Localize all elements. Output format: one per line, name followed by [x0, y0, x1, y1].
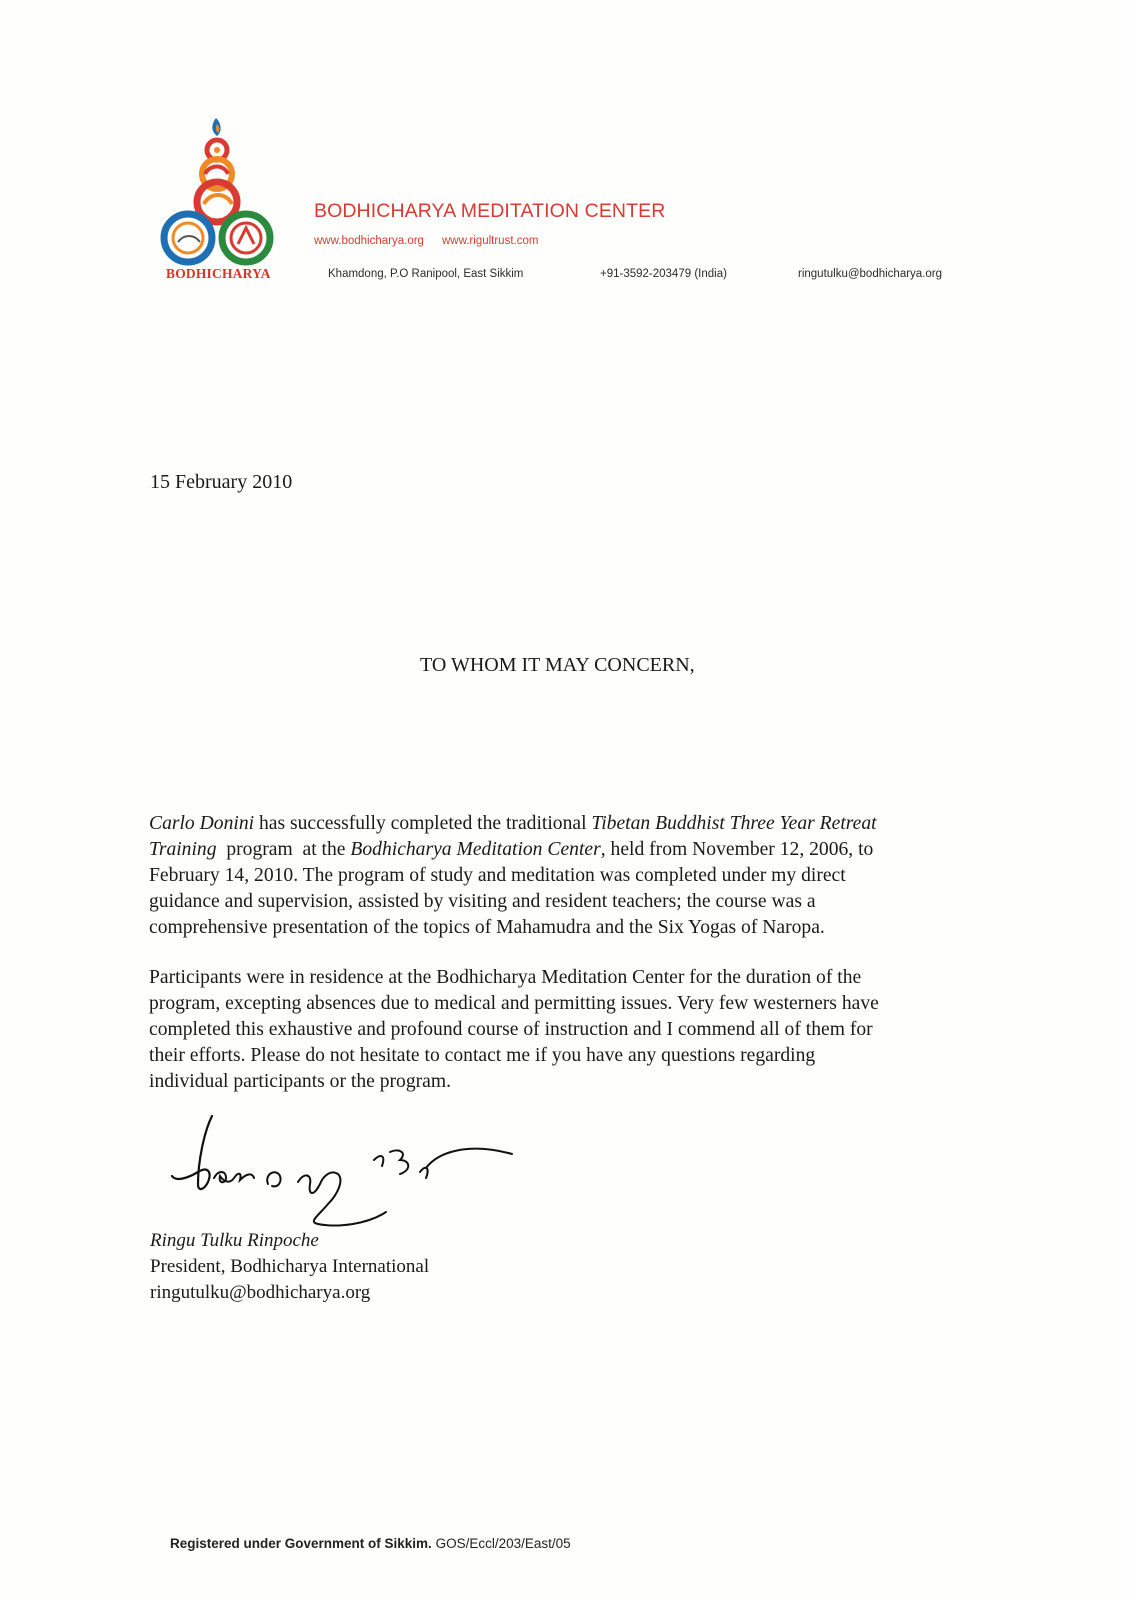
paragraph-line: their efforts. Please do not hesitate to contact me if you have any questions regarding	[149, 1045, 816, 1066]
registration-number: GOS/Eccl/203/East/05	[435, 1536, 571, 1551]
program-name-cont: Training	[149, 839, 217, 860]
paragraph-completion	[149, 811, 1009, 941]
signatory-email[interactable]: ringutulku@bodhicharya.org	[150, 1282, 371, 1303]
signatory-title: President, Bodhicharya International	[150, 1256, 430, 1277]
program-name: Tibetan Buddhist Three Year Retreat	[591, 813, 877, 834]
participant-name: Carlo Donini	[149, 813, 255, 834]
paragraph-line: program, excepting absences due to medical and permitting issues. Very few westerners have	[149, 993, 879, 1014]
bodhicharya-logo	[160, 112, 290, 287]
org-address: Khamdong, P.O Ranipool, East Sikkim	[328, 268, 524, 280]
paragraph-residence	[149, 965, 1009, 1095]
paragraph-line: Participants were in residence at the Bodhicharya Meditation Center for the duration of the	[149, 967, 862, 988]
center-name: Bodhicharya Meditation Center	[350, 839, 601, 860]
letter-date: 15 February 2010	[150, 471, 293, 493]
registration-footer	[170, 1536, 571, 1551]
paragraph-line: February 14, 2010. The program of study and meditation was completed under my direct	[149, 865, 846, 886]
paragraph-line: comprehensive presentation of the topics of Mahamudra and the Six Yogas of Naropa.	[149, 917, 825, 938]
paragraph-line: Carlo Donini has successfully completed the traditional Tibetan Buddhist Three Year Retreat	[149, 813, 877, 834]
paragraph-line: individual participants or the program.	[149, 1071, 451, 1092]
registration-text: Registered under Government of Sikkim.	[170, 1536, 432, 1551]
paragraph-line: completed this exhaustive and profound course of instruction and I commend all of them for	[149, 1019, 873, 1040]
paragraph-line: Training program at the Bodhicharya Meditation Center, held from November 12, 2006, to	[149, 839, 874, 860]
org-phone: +91-3592-203479 (India)	[600, 268, 727, 280]
website-link-bodhicharya[interactable]: www.bodhicharya.org	[314, 235, 424, 247]
salutation: TO WHOM IT MAY CONCERN,	[420, 654, 695, 676]
signatory-name: Ringu Tulku Rinpoche	[150, 1230, 319, 1251]
org-email[interactable]: ringutulku@bodhicharya.org	[798, 268, 943, 280]
paragraph-line: guidance and supervision, assisted by visiting and resident teachers; the course was a	[149, 891, 816, 912]
org-name: BODHICHARYA MEDITATION CENTER	[314, 200, 666, 222]
website-link-rigultrust[interactable]: www.rigultrust.com	[441, 235, 539, 247]
org-websites	[314, 235, 538, 247]
logo-wordmark: BODHICHARYA	[166, 266, 271, 281]
